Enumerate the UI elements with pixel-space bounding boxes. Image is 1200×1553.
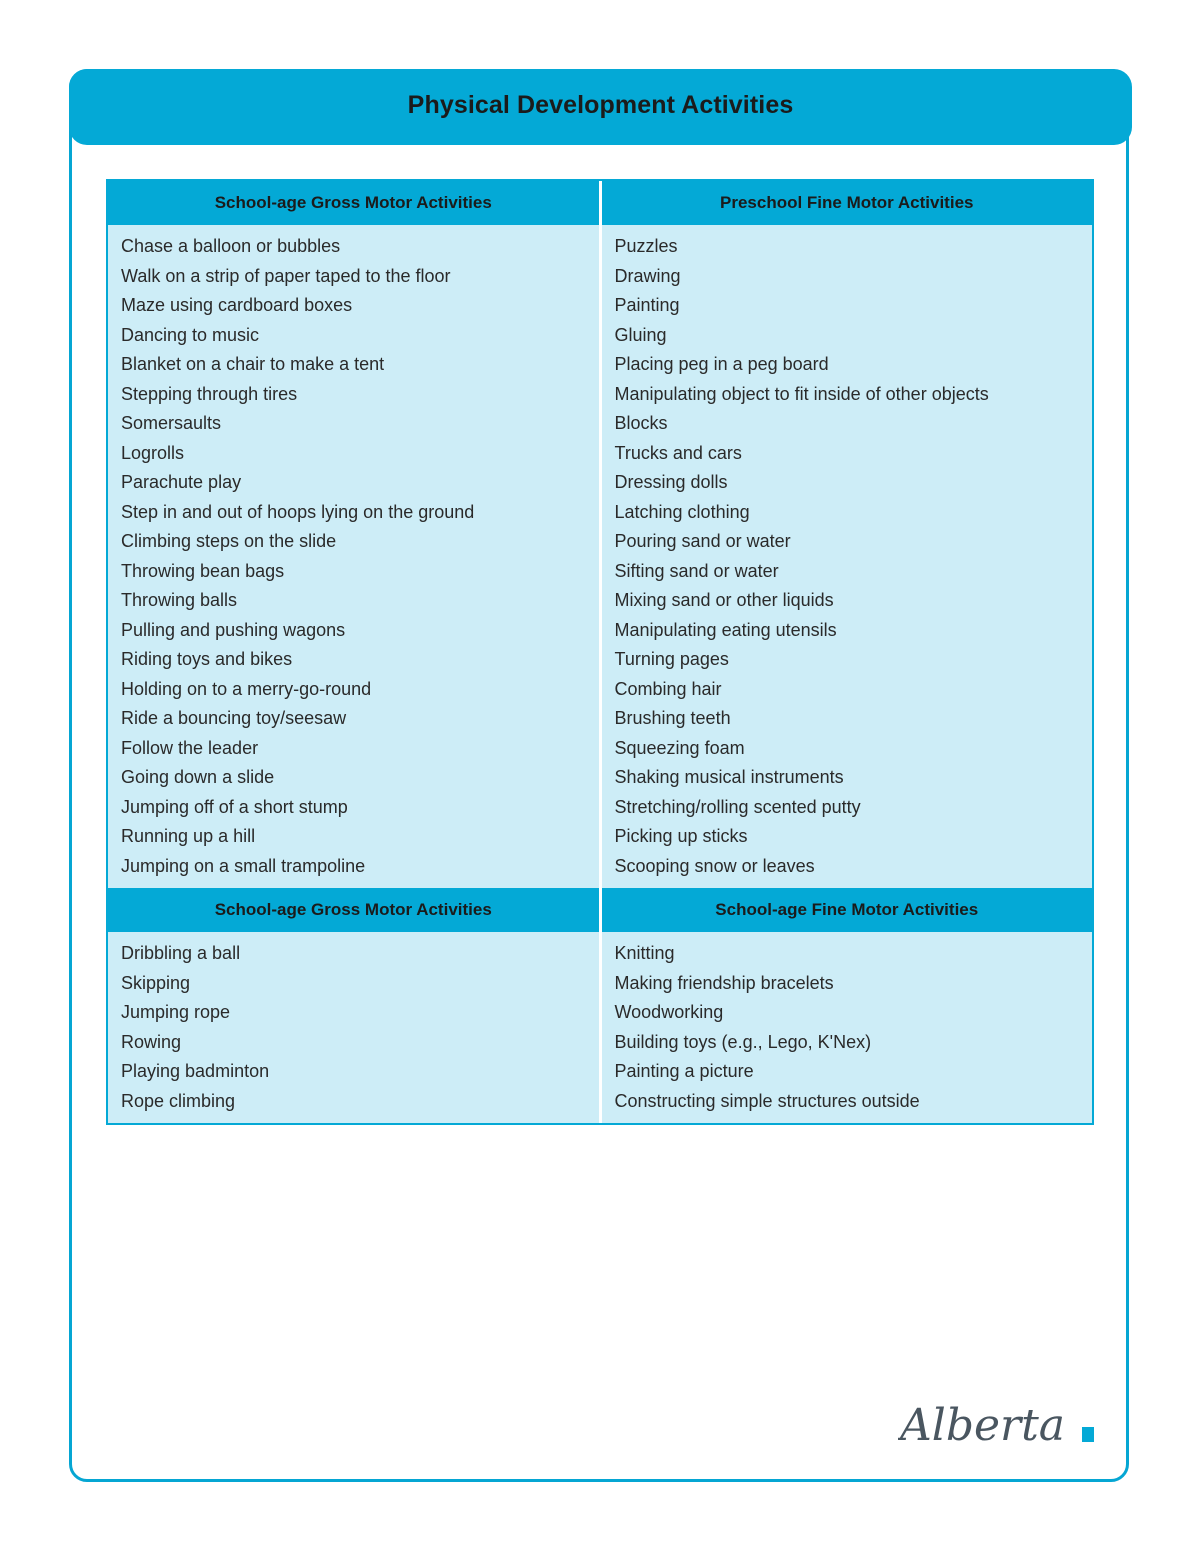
list-item: Knitting [614,943,675,963]
list-item: Gluing [614,324,667,345]
section-2-left-heading: School-age Gross Motor Activities [108,888,599,932]
list-item: Logrolls [121,442,185,463]
list-item: Walk on a strip of paper taped to the floor [121,265,451,286]
list-item: Rope climbing [121,1090,236,1111]
section-1-body-row [108,225,1092,888]
activity-list [121,232,599,881]
list-item: Climbing steps on the slide [121,531,337,551]
list-item: Chase a balloon or bubbles [121,236,341,256]
list-item: Blocks [614,413,668,433]
list-item: Riding toys and bikes [121,649,293,669]
list-item: Sifting sand or water [614,560,779,581]
list-item: Playing badminton [121,1061,270,1081]
list-item: Latching clothing [614,501,750,522]
list-item: Rowing [121,1031,182,1052]
list-item: Mixing sand or other liquids [614,590,834,610]
list-item: Turning pages [614,649,729,669]
list-item: Constructing simple structures outside [614,1090,920,1111]
list-item: Jumping off of a short stump [121,796,348,817]
list-item: Jumping on a small trampoline [121,855,366,876]
section-2-right-heading: School-age Fine Motor Activities [599,888,1093,932]
list-item: Skipping [121,972,191,993]
list-item: Painting [614,295,680,315]
list-item: Throwing balls [121,590,238,610]
list-item: Running up a hill [121,826,256,846]
activities-table [106,179,1094,1125]
title-bar [69,69,1132,145]
section-1-left-cell [108,225,599,888]
alberta-logo [898,1394,1098,1458]
section-2-right-cell [599,932,1093,1123]
list-item: Drawing [614,265,681,286]
list-item: Placing peg in a peg board [614,354,829,374]
list-item: Manipulating eating utensils [614,619,837,640]
list-item: Shaking musical instruments [614,767,844,787]
list-item: Trucks and cars [614,442,742,463]
list-item: Building toys (e.g., Lego, K'Nex) [614,1031,872,1052]
list-item: Scooping snow or leaves [614,855,815,876]
list-item: Pulling and pushing wagons [121,619,346,640]
list-item: Dribbling a ball [121,943,241,963]
section-1-left-heading: School-age Gross Motor Activities [108,181,599,225]
list-item: Parachute play [121,472,242,492]
list-item: Making friendship bracelets [614,972,834,993]
list-item: Squeezing foam [614,737,745,758]
list-item: Dancing to music [121,324,260,345]
list-item: Woodworking [614,1002,724,1022]
alberta-wordmark: Alberta [900,1400,1065,1451]
list-item: Dressing dolls [614,472,728,492]
list-item: Puzzles [614,236,678,256]
list-item: Picking up sticks [614,826,748,846]
list-item: Going down a slide [121,767,275,787]
list-item: Throwing bean bags [121,560,285,581]
list-item: Blanket on a chair to make a tent [121,354,385,374]
list-item: Somersaults [121,413,222,433]
section-2-header-row [108,888,1092,932]
list-item: Manipulating object to fit inside of other objects [614,383,989,404]
list-item: Stepping through tires [121,383,298,404]
list-item: Step in and out of hoops lying on the ground [121,501,475,522]
section-2-left-cell [108,932,599,1123]
activity-list [615,232,1093,881]
list-item: Maze using cardboard boxes [121,295,353,315]
list-item: Stretching/rolling scented putty [614,796,861,817]
list-item: Brushing teeth [614,708,731,728]
list-item: Ride a bouncing toy/seesaw [121,708,347,728]
activity-list [615,939,1093,1116]
section-1-header-row [108,181,1092,225]
section-1-right-heading: Preschool Fine Motor Activities [599,181,1093,225]
list-item: Combing hair [614,678,722,699]
list-item: Holding on to a merry-go-round [121,678,372,699]
list-item: Follow the leader [121,737,259,758]
list-item: Painting a picture [614,1061,754,1081]
section-2-body-row [108,932,1092,1123]
list-item: Pouring sand or water [614,531,791,551]
alberta-logo-square [1082,1427,1094,1442]
page-title: Physical Development Activities [407,90,794,119]
section-1-right-cell [599,225,1093,888]
activity-list [121,939,599,1116]
list-item: Jumping rope [121,1002,231,1022]
